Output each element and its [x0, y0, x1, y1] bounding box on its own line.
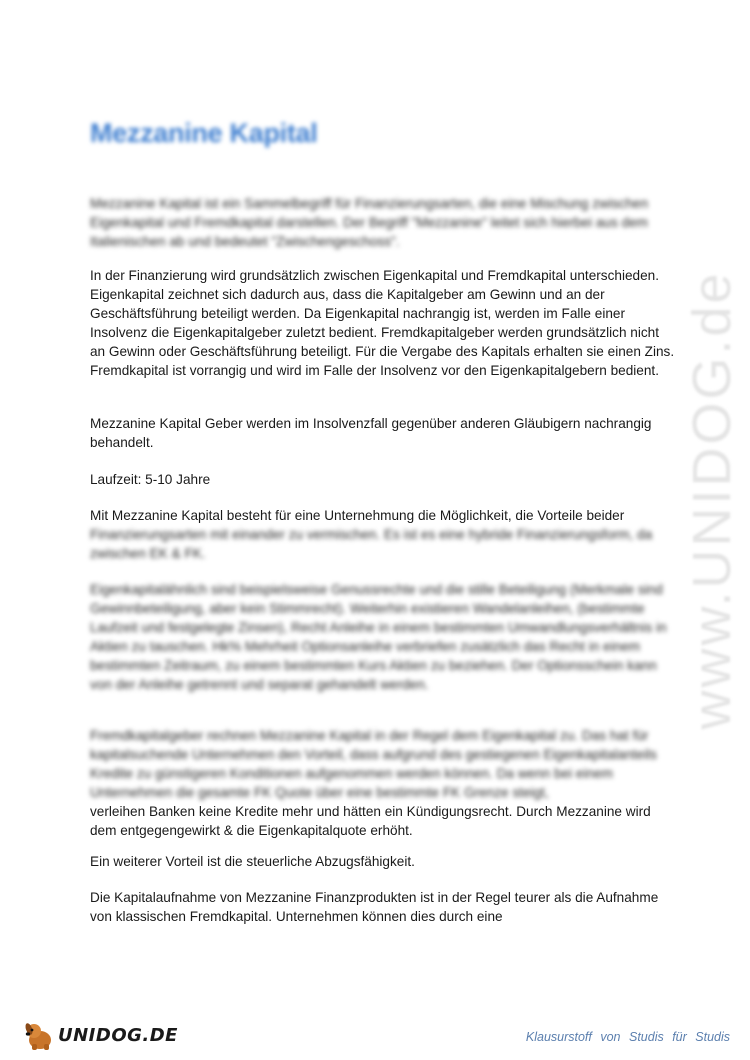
paragraph-duration: Laufzeit: 5-10 Jahre	[90, 472, 211, 487]
unidog-logo	[22, 1016, 178, 1054]
watermark-text: www.UNIDOG.de	[682, 270, 742, 730]
page-title: Mezzanine Kapital	[90, 118, 318, 148]
paragraph-advantages-blurred: Fremdkapitalgeber rechnen Mezzanine Kapital in der Regel dem Eigenkapital zu. Das hat für kapitalsuchende Unternehmen den Vorteil, dass aufgrund des gestiegenen Eigenkapitalanteils Kredite zu günstigeren Konditionen aufgenommen werden können. Da wenn bei einem Unternehmen die gesamte FK Quote über eine bestimmte FK Grenze steigt,	[90, 728, 657, 800]
paragraph-advantages	[90, 726, 675, 840]
paragraph-advantages-clear: verleihen Banken keine Kredite mehr und hätten ein Kündigungsrecht. Durch Mezzanine wird dem entgegengewirkt & die Eigenkapitalquote erhöht.	[90, 804, 651, 838]
paragraph-instruments: Eigenkapitalähnlich sind beispielsweise Genussrechte und die stille Beteiligung (Merkmale sind Gewinnbeteiligung, aber kein Stimmrecht). Weiterhin existieren Wandelanleihen, (bestimmte Laufzeit und festgelegte Zinsen), Recht Anleihe in einem bestimmten Umwandlungsverhältnis in Aktien zu tauschen. Hk% Mehrheit Optionsanleihe verbriefen zusätzlich das Recht in einem bestimmten Zeitraum, zu einem bestimmten Kurs Aktien zu beziehen. Der Optionsschein kann von der Anleihe getrennt und separat gehandelt werden.	[90, 582, 667, 692]
logo-text: UNIDOG.DE	[58, 1024, 178, 1046]
paragraph-cost: Die Kapitalaufnahme von Mezzanine Finanzprodukten ist in der Regel teurer als die Aufnahme von klassischen Fremdkapital. Unternehmen können dies durch eine	[90, 890, 659, 924]
paragraph-intro: Mezzanine Kapital ist ein Sammelbegriff für Finanzierungsarten, die eine Mischung zwischen Eigenkapital und Fremdkapital darstellen. Der Begriff "Mezzanine" leitet sich hierbei aus dem Italienischen ab und bedeutet "Zwischengeschoss".	[90, 196, 649, 249]
footer-tagline: Klausurstoff von Studis für Studis	[525, 1030, 730, 1044]
paragraph-hybrid	[90, 506, 675, 563]
paragraph-hybrid-clear: Mit Mezzanine Kapital besteht für eine Unternehmung die Möglichkeit, die Vorteile beider	[90, 508, 625, 523]
paragraph-tax: Ein weiterer Vorteil ist die steuerliche Abzugsfähigkeit.	[90, 854, 415, 869]
dog-icon	[22, 1018, 56, 1052]
paragraph-insolvency: Mezzanine Kapital Geber werden im Insolvenzfall gegenüber anderen Gläubigern nachrangig behandelt.	[90, 416, 652, 450]
paragraph-hybrid-blurred: Finanzierungsarten mit einander zu vermischen. Es ist es eine hybride Finanzierungsform, da zwischen EK & FK.	[90, 527, 653, 561]
paragraph-financing: In der Finanzierung wird grundsätzlich zwischen Eigenkapital und Fremdkapital unterschieden. Eigenkapital zeichnet sich dadurch aus, dass die Kapitalgeber am Gewinn und an der Geschäftsführung beteiligt werden. Da Eigenkapital nachrangig ist, werden im Falle einer Insolvenz die Eigenkapitalgeber zuletzt bedient. Fremdkapitalgeber werden grundsätzlich nicht an Gewinn oder Geschäftsführung beteiligt. Für die Vergabe des Kapitals erhalten sie einen Zins. Fremdkapital ist vorrangig und wird im Falle der Insolvenz vor den Eigenkapitalgebern bedient.	[90, 268, 675, 378]
